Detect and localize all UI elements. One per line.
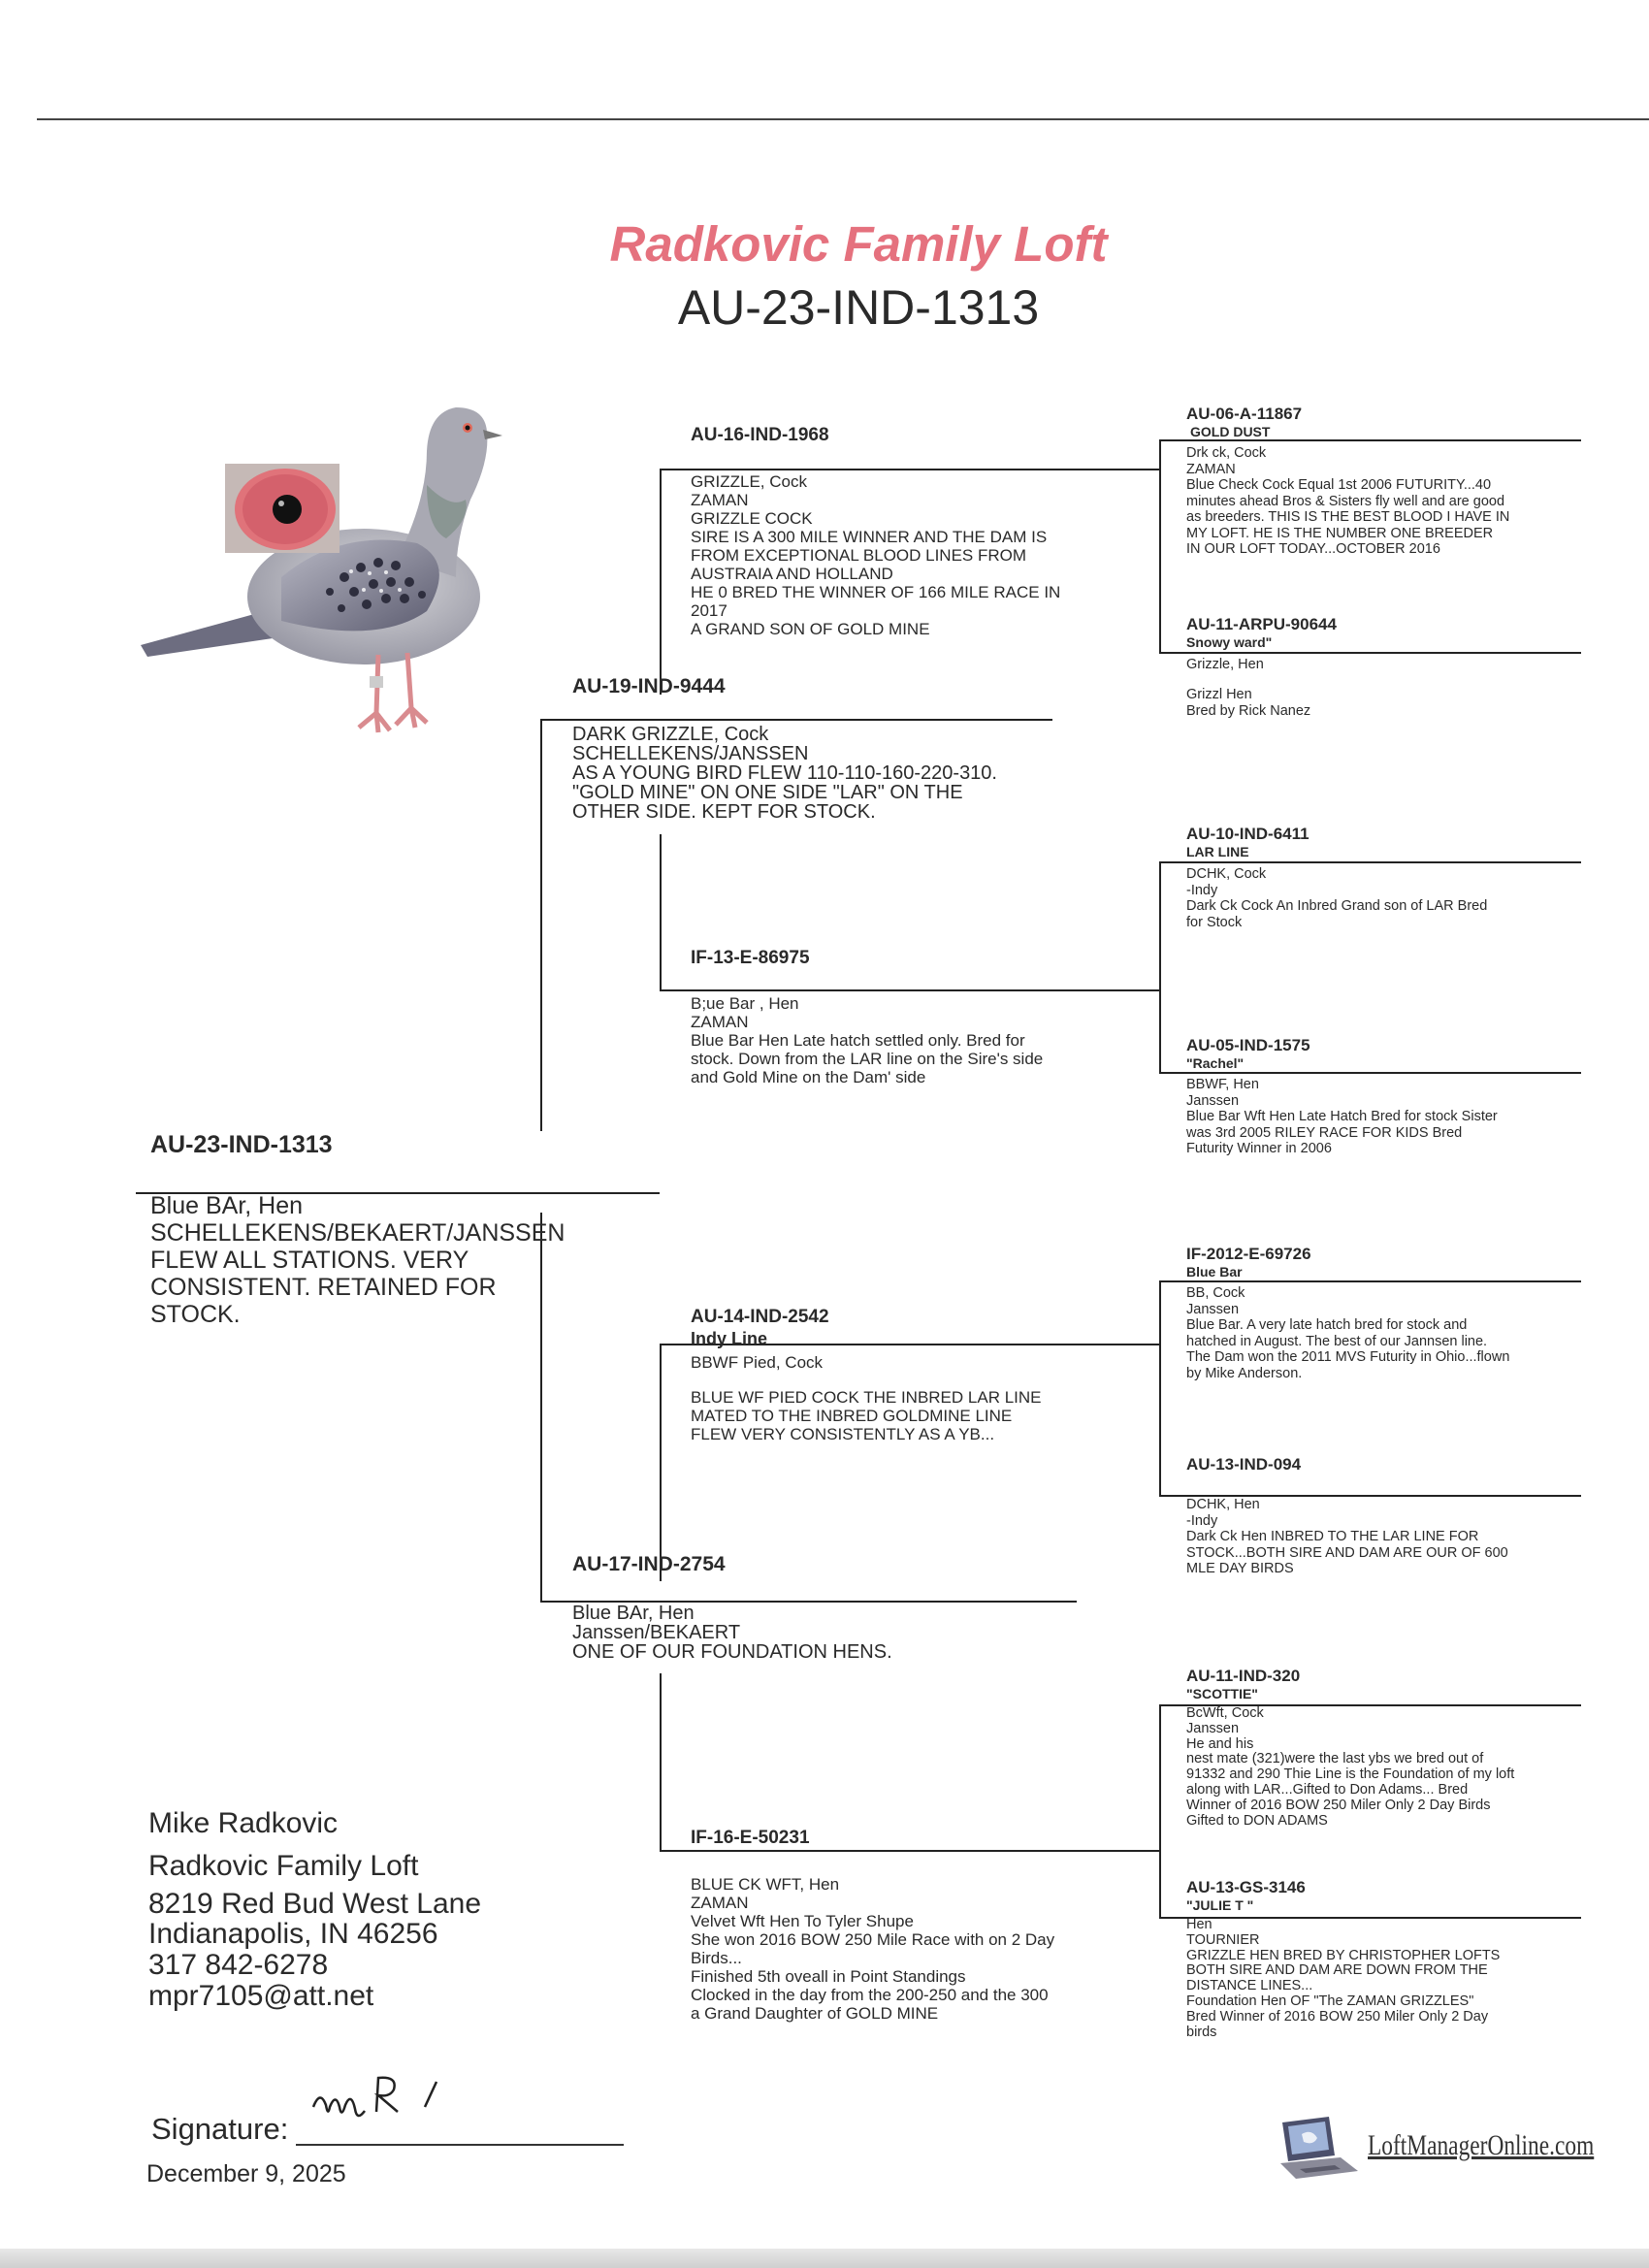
dd-line	[660, 1850, 1159, 1852]
sds-line-0: DCHK, Cock	[1186, 866, 1267, 882]
sire-band: AU-19-IND-9444	[572, 675, 726, 697]
dss-line-4: The Dam won the 2011 MVS Futurity in Ohio...flown	[1186, 1349, 1510, 1365]
ddd-line-3: BOTH SIRE AND DAM ARE DOWN FROM THE	[1186, 1962, 1488, 1979]
dsd-band: AU-13-IND-094	[1186, 1455, 1302, 1474]
dd-connector	[660, 1673, 662, 1851]
signature-line	[296, 2144, 624, 2146]
ds-parents-bracket	[1159, 1280, 1161, 1496]
sdd-line-3: was 3rd 2005 RILEY RACE FOR KIDS Bred	[1186, 1124, 1463, 1141]
subject-line-0: Blue BAr, Hen	[150, 1192, 304, 1219]
logo-text: LoftManagerOnline.com	[1368, 2129, 1595, 2161]
sss-band: AU-06-A-11867	[1186, 405, 1303, 423]
dd-line-5: Finished 5th oveall in Point Standings	[691, 1967, 966, 1986]
sire-connector	[540, 719, 542, 1131]
owner-name: Mike Radkovic	[148, 1807, 339, 1839]
ss-line-3: SIRE IS A 300 MILE WINNER AND THE DAM IS	[691, 528, 1048, 546]
ddd-line-0: Hen	[1186, 1917, 1212, 1932]
dam-line-1: Janssen/BEKAERT	[572, 1622, 741, 1643]
dsd-line-1: -Indy	[1186, 1512, 1218, 1529]
dss-line-5: by Mike Anderson.	[1186, 1365, 1303, 1381]
sire-line-0: DARK GRIZZLE, Cock	[572, 724, 769, 745]
ds-band: AU-14-IND-2542	[691, 1307, 829, 1327]
ss-line-1: ZAMAN	[691, 491, 749, 509]
ddd-line-5: Foundation Hen OF "The ZAMAN GRIZZLES"	[1186, 1993, 1474, 2009]
ss-line-4: FROM EXCEPTIONAL BLOOD LINES FROM	[691, 546, 1027, 565]
owner-address1: 8219 Red Bud West Lane	[148, 1888, 482, 1920]
dss-line-2: Blue Bar. A very late hatch bred for stock and	[1186, 1317, 1468, 1333]
ddd-line-6: Bred Winner of 2016 BOW 250 Miler Only 2 Day	[1186, 2008, 1489, 2025]
sds-nickname: LAR LINE	[1186, 844, 1249, 859]
sds-line-3: for Stock	[1186, 914, 1243, 930]
signature-label: Signature:	[151, 2112, 289, 2146]
ss-line-8: A GRAND SON OF GOLD MINE	[691, 620, 930, 638]
dd-band: IF-16-E-50231	[691, 1828, 810, 1848]
sire-details	[572, 726, 997, 823]
ss-band: AU-16-IND-1968	[691, 425, 829, 445]
dds-line-3: nest mate (321)were the last ybs we bred out of	[1186, 1751, 1484, 1767]
sdd-line-1: Janssen	[1186, 1092, 1240, 1109]
sd-connector	[660, 834, 662, 989]
sss-details	[1186, 445, 1509, 558]
dam-line-0: Blue BAr, Hen	[572, 1603, 695, 1624]
owner-phone: 317 842-6278	[148, 1949, 329, 1981]
sds-line-2: Dark Ck Cock An Inbred Grand son of LAR Bred	[1186, 898, 1488, 914]
sdd-line-2: Blue Bar Wft Hen Late Hatch Bred for stock Sister	[1186, 1109, 1498, 1124]
ds-line-4: FLEW VERY CONSISTENTLY AS A YB...	[691, 1425, 995, 1443]
sd-line-0: B;ue Bar , Hen	[691, 994, 799, 1013]
sds-band: AU-10-IND-6411	[1186, 825, 1310, 843]
dam-band: AU-17-IND-2754	[572, 1553, 726, 1575]
owner-email: mpr7105@att.net	[148, 1980, 374, 2012]
sss-line-0: Drk ck, Cock	[1186, 445, 1267, 461]
scan-edge	[0, 2249, 1649, 2268]
ddd-details	[1186, 1918, 1500, 2040]
ddd-line-2: GRIZZLE HEN BRED BY CHRISTOPHER LOFTS	[1186, 1947, 1501, 1963]
ss-line-2: GRIZZLE COCK	[691, 509, 813, 528]
sss-line-5: MY LOFT. HE IS THE NUMBER ONE BREEDER	[1186, 525, 1494, 541]
ssd-line-0: Grizzle, Hen	[1186, 657, 1264, 672]
ddd-line-7: birds	[1186, 2024, 1217, 2040]
subject-line-1: SCHELLEKENS/BEKAERT/JANSSEN	[150, 1219, 566, 1247]
dds-line-2: He and his	[1186, 1735, 1254, 1752]
sd-line-3: stock. Down from the LAR line on the Sire's side	[691, 1050, 1044, 1068]
ds-line-3: MATED TO THE INBRED GOLDMINE LINE	[691, 1407, 1013, 1425]
dd-line-1: ZAMAN	[691, 1894, 749, 1912]
subject-line-2: FLEW ALL STATIONS. VERY	[150, 1247, 469, 1274]
sire-line-4: OTHER SIDE. KEPT FOR STOCK.	[572, 801, 876, 823]
ss-connector	[660, 469, 662, 695]
laptop-logo-icon	[1273, 2113, 1366, 2183]
sire-line-2: AS A YOUNG BIRD FLEW 110-110-160-220-310.	[572, 762, 997, 784]
dd-line-4: Birds...	[691, 1949, 742, 1967]
dam-details	[572, 1604, 892, 1663]
eye-image	[225, 464, 340, 553]
dam-line-2: ONE OF OUR FOUNDATION HENS.	[572, 1641, 892, 1663]
dds-nickname: "SCOTTIE"	[1186, 1686, 1258, 1701]
ds-nickname: Indy Line	[691, 1329, 768, 1348]
sd-line-2: Blue Bar Hen Late hatch settled only. Bred for	[691, 1031, 1025, 1050]
main-band-number: AU-23-IND-1313	[677, 280, 1040, 335]
ss-line-5: AUSTRAIA AND HOLLAND	[691, 565, 893, 583]
sd-line	[660, 989, 1159, 991]
dsd-line-0: DCHK, Hen	[1186, 1497, 1260, 1512]
ds-line-1	[691, 1372, 1041, 1388]
sdd-details	[1186, 1077, 1498, 1157]
subject-band: AU-23-IND-1313	[150, 1131, 333, 1158]
ss-line	[660, 469, 1159, 470]
ddd-line-1: TOURNIER	[1186, 1931, 1260, 1948]
dds-line-0: BcWft, Cock	[1186, 1705, 1264, 1721]
sdd-line-0: BBWF, Hen	[1186, 1077, 1259, 1092]
dds-line-7: Gifted to DON ADAMS	[1186, 1812, 1328, 1829]
dd-line-7: a Grand Daughter of GOLD MINE	[691, 2004, 939, 2023]
dds-details	[1186, 1706, 1514, 1829]
dd-line-6: Clocked in the day from the 200-250 and the 300	[691, 1986, 1049, 2004]
ddd-line-4: DISTANCE LINES...	[1186, 1978, 1313, 1994]
dds-line-6: Winner of 2016 BOW 250 Miler Only 2 Day Birds	[1186, 1797, 1491, 1813]
ddd-nickname: "JULIE T "	[1186, 1897, 1254, 1913]
loft-title: Radkovic Family Loft	[609, 216, 1108, 272]
sd-line-1: ZAMAN	[691, 1013, 749, 1031]
sdd-line-4: Futurity Winner in 2006	[1186, 1141, 1332, 1156]
dd-parents-bracket	[1159, 1704, 1161, 1918]
handwritten-signature	[308, 2068, 464, 2136]
dds-line-1: Janssen	[1186, 1720, 1240, 1736]
dds-band: AU-11-IND-320	[1186, 1667, 1301, 1685]
sss-line-6: IN OUR LOFT TODAY...OCTOBER 2016	[1186, 541, 1440, 557]
sss-line-3: minutes ahead Bros & Sisters fly well and are good	[1186, 493, 1505, 509]
owner-contact	[148, 1806, 481, 2012]
sss-line-4: as breeders. THIS IS THE BEST BLOOD I HAVE IN	[1186, 509, 1510, 525]
dss-line-1: Janssen	[1186, 1301, 1240, 1317]
dsd-line-3: STOCK...BOTH SIRE AND DAM ARE OUR OF 600	[1186, 1544, 1508, 1561]
owner-loft: Radkovic Family Loft	[148, 1850, 419, 1882]
ds-line-2: BLUE WF PIED COCK THE INBRED LAR LINE	[691, 1388, 1042, 1407]
ssd-details	[1186, 657, 1310, 719]
sd-line-4: and Gold Mine on the Dam' side	[691, 1068, 926, 1086]
dd-details	[691, 1875, 1054, 2023]
sire-line	[540, 719, 1052, 721]
sd-band: IF-13-E-86975	[691, 948, 810, 968]
ssd-line-3: Bred by Rick Nanez	[1186, 702, 1311, 719]
ss-line-6: HE 0 BRED THE WINNER OF 166 MILE RACE IN	[691, 583, 1061, 601]
subject-line-3: CONSISTENT. RETAINED FOR	[150, 1274, 497, 1301]
ssd-line-2: Grizzl Hen	[1186, 687, 1252, 702]
dsd-line-4: MLE DAY BIRDS	[1186, 1561, 1294, 1576]
dd-line-3: She won 2016 BOW 250 Mile Race with on 2 Day	[691, 1930, 1055, 1949]
dsd-details	[1186, 1497, 1508, 1577]
ddd-band: AU-13-GS-3146	[1186, 1878, 1306, 1896]
dd-line-0: BLUE CK WFT, Hen	[691, 1875, 840, 1894]
sds-details	[1186, 866, 1487, 930]
ss-line-0: GRIZZLE, Cock	[691, 472, 807, 491]
dss-nickname: Blue Bar	[1186, 1264, 1243, 1280]
ds-details	[691, 1353, 1041, 1443]
dss-details	[1186, 1285, 1509, 1381]
sss-line	[1159, 439, 1581, 441]
subject-details	[150, 1192, 565, 1328]
ss-parents-bracket	[1159, 439, 1161, 653]
ds-line-0: BBWF Pied, Cock	[691, 1353, 824, 1372]
ss-details	[691, 472, 1060, 638]
pigeon-image	[136, 393, 534, 761]
top-rule	[37, 118, 1649, 120]
ssd-line	[1159, 652, 1581, 654]
dds-line-5: along with LAR...Gifted to Don Adams... Bred	[1186, 1781, 1469, 1798]
dss-band: IF-2012-E-69726	[1186, 1245, 1311, 1263]
sire-line-1: SCHELLEKENS/JANSSEN	[572, 743, 809, 764]
sdd-line	[1159, 1072, 1581, 1074]
ds-connector	[660, 1344, 662, 1581]
sdd-band: AU-05-IND-1575	[1186, 1036, 1310, 1054]
dsd-line-2: Dark Ck Hen INBRED TO THE LAR LINE FOR	[1186, 1529, 1479, 1544]
dd-line-2: Velvet Wft Hen To Tyler Shupe	[691, 1912, 914, 1930]
sss-line-1: ZAMAN	[1186, 461, 1236, 477]
dss-line	[1159, 1280, 1581, 1282]
dss-line-3: hatched in August. The best of our Jannsen line.	[1186, 1333, 1488, 1349]
dds-line-4: 91332 and 290 Thie Line is the Foundation of my loft	[1186, 1766, 1515, 1783]
ss-line-7: 2017	[691, 601, 728, 620]
ssd-line-1	[1186, 673, 1310, 688]
sss-nickname: GOLD DUST	[1190, 424, 1271, 439]
sd-parents-bracket	[1159, 861, 1161, 1073]
sds-line-1: -Indy	[1186, 882, 1218, 898]
dss-line-0: BB, Cock	[1186, 1285, 1245, 1301]
subject-line-4: STOCK.	[150, 1301, 241, 1328]
sd-details	[691, 994, 1043, 1086]
date: December 9, 2025	[146, 2160, 346, 2187]
owner-address2: Indianapolis, IN 46256	[148, 1918, 438, 1950]
ssd-band: AU-11-ARPU-90644	[1186, 615, 1337, 633]
sds-line	[1159, 861, 1581, 863]
sire-line-3: "GOLD MINE" ON ONE SIDE "LAR" ON THE	[572, 782, 963, 803]
ssd-nickname: Snowy ward"	[1186, 634, 1273, 650]
sss-line-2: Blue Check Cock Equal 1st 2006 FUTURITY...40	[1186, 477, 1492, 493]
sdd-nickname: "Rachel"	[1186, 1055, 1245, 1071]
